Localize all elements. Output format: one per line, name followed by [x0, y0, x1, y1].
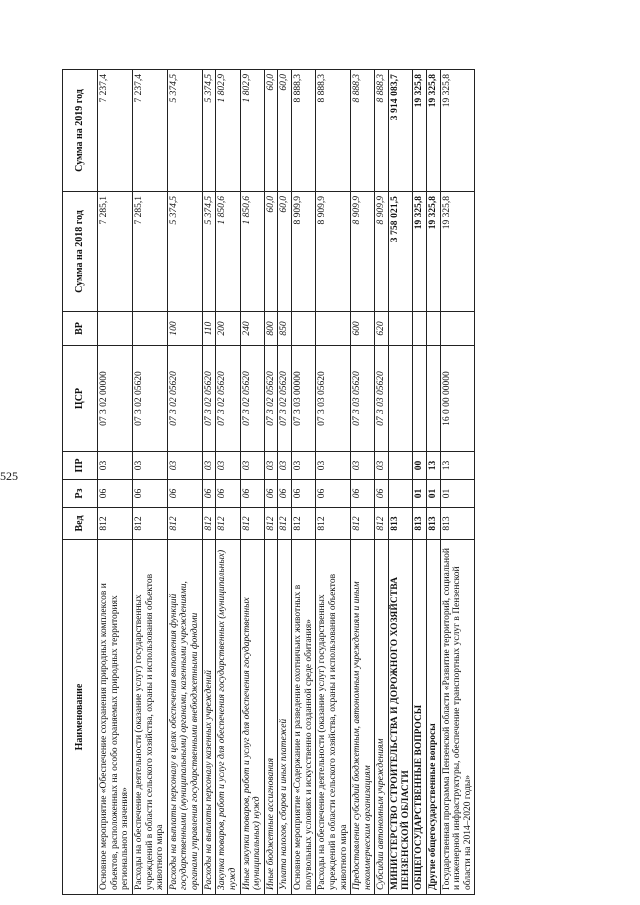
cell-ved: 812 — [351, 508, 375, 540]
cell-rz: 06 — [240, 480, 264, 508]
table-row — [167, 70, 202, 895]
cell-csr: 07 3 02 05620 — [216, 346, 240, 452]
cell-vr: 110 — [202, 312, 216, 346]
cell-pr: 03 — [351, 452, 375, 480]
cell-name: ОБЩЕГОСУДАРСТВЕННЫЕ ВОПРОСЫ — [413, 540, 427, 895]
cell-ved: 813 — [440, 508, 475, 540]
cell-sum-2019: 60,0 — [264, 70, 278, 192]
cell-ved: 812 — [216, 508, 240, 540]
cell-sum-2019: 8 888,3 — [375, 70, 389, 192]
table-row — [132, 70, 167, 895]
cell-ved: 812 — [316, 508, 351, 540]
cell-name: Иные бюджетные ассигнования — [264, 540, 278, 895]
column-header-sum-2018: Сумма на 2018 год — [63, 192, 98, 312]
column-header-ved: Вед — [63, 508, 98, 540]
cell-rz: 06 — [278, 480, 292, 508]
table-row — [426, 70, 440, 895]
cell-sum-2019: 8 888,3 — [316, 70, 351, 192]
cell-sum-2018: 7 285,1 — [132, 192, 167, 312]
cell-sum-2019: 8 888,3 — [292, 70, 316, 192]
cell-name: Субсидии автономным учреждениям — [375, 540, 389, 895]
cell-rz: 06 — [316, 480, 351, 508]
cell-sum-2019: 1 802,9 — [240, 70, 264, 192]
cell-ved: 813 — [426, 508, 440, 540]
cell-rz: 06 — [202, 480, 216, 508]
cell-sum-2018: 60,0 — [278, 192, 292, 312]
table-row — [292, 70, 316, 895]
cell-pr: 03 — [216, 452, 240, 480]
cell-rz: 06 — [351, 480, 375, 508]
cell-csr: 07 3 03 05620 — [316, 346, 351, 452]
cell-vr — [440, 312, 475, 346]
cell-name: Расходы на обеспечение деятельности (оказание услуг) государственных учреждений в области сельского хозяйства, охраны и использования объектов животного мира — [316, 540, 351, 895]
cell-csr: 07 3 02 05620 — [132, 346, 167, 452]
cell-ved: 812 — [132, 508, 167, 540]
cell-sum-2018: 5 374,5 — [167, 192, 202, 312]
cell-sum-2018: 19 325,8 — [413, 192, 427, 312]
cell-name: Расходы на выплаты персоналу в целях обеспечения выполнения функций государственными (муниципальными) органами, казенными учреждениями, органами управления государственными внебюджетными фондами — [167, 540, 202, 895]
cell-ved: 813 — [389, 508, 413, 540]
cell-pr: 03 — [264, 452, 278, 480]
table-row — [216, 70, 240, 895]
cell-name: МИНИСТЕРСТВО СТРОИТЕЛЬСТВА И ДОРОЖНОГО ХОЗЯЙСТВА ПЕНЗЕНСКОЙ ОБЛАСТИ — [389, 540, 413, 895]
table-row — [240, 70, 264, 895]
cell-sum-2019: 5 374,5 — [202, 70, 216, 192]
cell-name: Иные закупки товаров, работ и услуг для обеспечения государственных (муниципальных) нужд — [240, 540, 264, 895]
cell-csr — [426, 346, 440, 452]
table-row — [389, 70, 413, 895]
cell-ved: 812 — [264, 508, 278, 540]
cell-pr — [389, 452, 413, 480]
cell-csr: 07 3 02 00000 — [98, 346, 133, 452]
cell-sum-2018: 8 909,9 — [351, 192, 375, 312]
cell-pr: 03 — [375, 452, 389, 480]
cell-rz: 06 — [292, 480, 316, 508]
cell-name: Уплата налогов, сборов и иных платежей — [278, 540, 292, 895]
cell-ved: 812 — [278, 508, 292, 540]
column-header-name: Наименование — [63, 540, 98, 895]
cell-sum-2018: 8 909,9 — [292, 192, 316, 312]
cell-vr: 240 — [240, 312, 264, 346]
cell-rz: 01 — [413, 480, 427, 508]
column-header-pr: ПР — [63, 452, 98, 480]
cell-sum-2019: 7 237,4 — [132, 70, 167, 192]
cell-csr: 07 3 03 00000 — [292, 346, 316, 452]
cell-name: Другие общегосударственные вопросы — [426, 540, 440, 895]
cell-csr: 07 3 02 05620 — [278, 346, 292, 452]
column-header-vr: ВР — [63, 312, 98, 346]
cell-rz: 01 — [426, 480, 440, 508]
cell-ved: 812 — [375, 508, 389, 540]
cell-pr: 13 — [426, 452, 440, 480]
table-row — [316, 70, 351, 895]
cell-ved: 812 — [167, 508, 202, 540]
cell-vr — [389, 312, 413, 346]
column-header-rz: Рз — [63, 480, 98, 508]
cell-sum-2019: 1 802,9 — [216, 70, 240, 192]
column-header-sum-2019: Сумма на 2019 год — [63, 70, 98, 192]
cell-csr: 07 3 02 05620 — [240, 346, 264, 452]
cell-pr: 03 — [132, 452, 167, 480]
cell-name: Основное мероприятие «Содержание и разведение охотничьих животных в полувольных условиях и искусственно созданной среде обитания» — [292, 540, 316, 895]
cell-pr: 03 — [278, 452, 292, 480]
table-body — [98, 70, 475, 895]
column-header-csr: ЦСР — [63, 346, 98, 452]
cell-vr: 850 — [278, 312, 292, 346]
cell-sum-2018: 60,0 — [264, 192, 278, 312]
table-row — [351, 70, 375, 895]
cell-vr — [413, 312, 427, 346]
cell-sum-2019: 19 325,8 — [440, 70, 475, 192]
cell-sum-2019: 3 914 083,7 — [389, 70, 413, 192]
cell-sum-2019: 19 325,8 — [413, 70, 427, 192]
cell-vr: 800 — [264, 312, 278, 346]
cell-vr: 620 — [375, 312, 389, 346]
cell-csr: 07 3 03 05620 — [375, 346, 389, 452]
cell-sum-2018: 19 325,8 — [426, 192, 440, 312]
cell-vr: 200 — [216, 312, 240, 346]
cell-csr: 07 3 02 05620 — [202, 346, 216, 452]
cell-sum-2018: 8 909,9 — [375, 192, 389, 312]
cell-rz: 06 — [216, 480, 240, 508]
table-row — [98, 70, 133, 895]
cell-name: Расходы на обеспечение деятельности (оказание услуг) государственных учреждений в области сельского хозяйства, охраны и использования объектов животного мира — [132, 540, 167, 895]
cell-sum-2019: 19 325,8 — [426, 70, 440, 192]
cell-vr — [292, 312, 316, 346]
table-header-row — [63, 70, 98, 895]
cell-rz — [389, 480, 413, 508]
cell-ved: 812 — [240, 508, 264, 540]
cell-name: Предоставление субсидий бюджетным, автономным учреждениям и иным некоммерческим организациям — [351, 540, 375, 895]
table-row — [202, 70, 216, 895]
cell-csr: 16 0 00 00000 — [440, 346, 475, 452]
cell-vr: 100 — [167, 312, 202, 346]
cell-csr: 07 3 02 05620 — [167, 346, 202, 452]
cell-pr: 03 — [240, 452, 264, 480]
cell-pr: 03 — [98, 452, 133, 480]
cell-sum-2019: 5 374,5 — [167, 70, 202, 192]
cell-ved: 812 — [292, 508, 316, 540]
cell-sum-2019: 7 237,4 — [98, 70, 133, 192]
cell-name: Основное мероприятие «Обеспечение сохранения природных комплексов и объектов, расположенных на особо охраняемых природных территориях регионального значения» — [98, 540, 133, 895]
cell-rz: 06 — [167, 480, 202, 508]
table-row — [440, 70, 475, 895]
cell-ved: 813 — [413, 508, 427, 540]
cell-pr: 03 — [316, 452, 351, 480]
cell-rz: 06 — [98, 480, 133, 508]
cell-rz: 06 — [264, 480, 278, 508]
cell-pr: 03 — [202, 452, 216, 480]
cell-name: Расходы на выплаты персоналу казенных учреждений — [202, 540, 216, 895]
cell-sum-2019: 60,0 — [278, 70, 292, 192]
cell-name: Государственная программа Пензенской области «Развитие территорий, социальной и инженерной инфраструктуры, обеспечение транспортных услуг в Пензенской области на 2014–2020 годы» — [440, 540, 475, 895]
cell-sum-2018: 5 374,5 — [202, 192, 216, 312]
cell-vr — [316, 312, 351, 346]
cell-vr — [132, 312, 167, 346]
page-number: 525 — [0, 469, 18, 483]
cell-name: Закупка товаров, работ и услуг для обеспечения государственных (муниципальных) нужд — [216, 540, 240, 895]
cell-csr: 07 3 02 05620 — [264, 346, 278, 452]
cell-csr — [413, 346, 427, 452]
cell-pr: 00 — [413, 452, 427, 480]
cell-sum-2018: 1 850,6 — [216, 192, 240, 312]
budget-table — [62, 69, 475, 895]
cell-sum-2018: 1 850,6 — [240, 192, 264, 312]
cell-rz: 01 — [440, 480, 475, 508]
table-row — [375, 70, 389, 895]
cell-pr: 03 — [292, 452, 316, 480]
cell-pr: 03 — [167, 452, 202, 480]
cell-sum-2018: 19 325,8 — [440, 192, 475, 312]
cell-vr — [426, 312, 440, 346]
cell-csr — [389, 346, 413, 452]
cell-ved: 812 — [202, 508, 216, 540]
cell-vr: 600 — [351, 312, 375, 346]
table-row — [278, 70, 292, 895]
table-row — [264, 70, 278, 895]
cell-ved: 812 — [98, 508, 133, 540]
cell-sum-2018: 7 285,1 — [98, 192, 133, 312]
cell-rz: 06 — [375, 480, 389, 508]
table-row — [413, 70, 427, 895]
cell-pr: 13 — [440, 452, 475, 480]
cell-sum-2018: 8 909,9 — [316, 192, 351, 312]
cell-sum-2019: 8 888,3 — [351, 70, 375, 192]
rotated-table-container — [62, 70, 590, 895]
cell-rz: 06 — [132, 480, 167, 508]
cell-sum-2018: 3 758 021,5 — [389, 192, 413, 312]
cell-vr — [98, 312, 133, 346]
cell-csr: 07 3 03 05620 — [351, 346, 375, 452]
